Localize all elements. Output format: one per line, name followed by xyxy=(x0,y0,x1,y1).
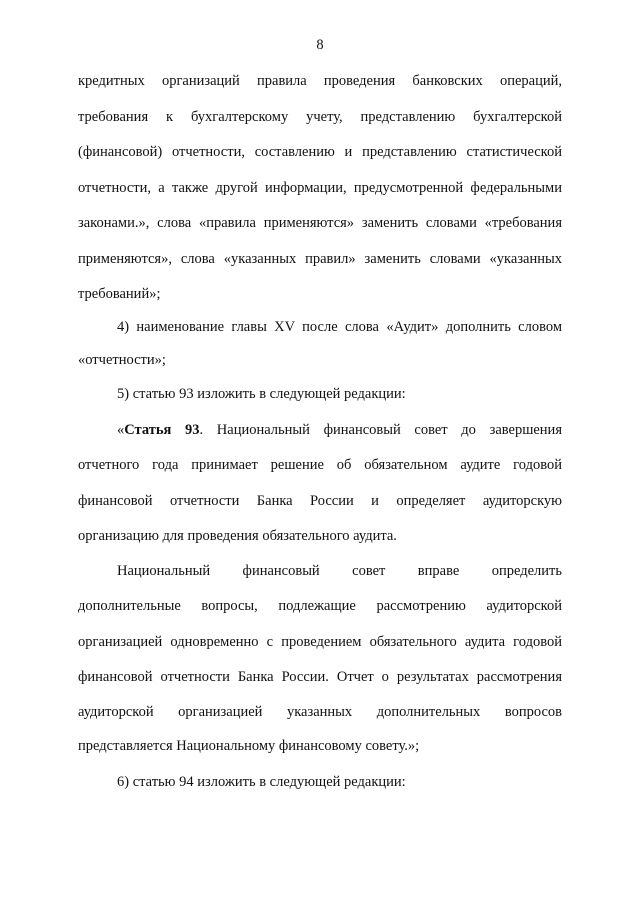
text-line: финансовой отчетности Банка России. Отчет о результатах рассмотрения xyxy=(78,669,562,685)
text-line: законами.», слова «правила применяются» заменить словами «требования xyxy=(78,215,562,231)
text-line: организацией одновременно с проведением обязательного аудита годовой xyxy=(78,634,562,650)
text-line: требований»; xyxy=(78,286,161,302)
text-line: аудиторской организацией указанных дополнительных вопросов xyxy=(78,704,562,720)
text-line: отчетности, а также другой информации, предусмотренной федеральными xyxy=(78,180,562,196)
article-title: Статья 93 xyxy=(124,422,200,438)
text-line: организацию для проведения обязательного аудита. xyxy=(78,528,397,544)
text-line: дополнительные вопросы, подлежащие рассмотрению аудиторской xyxy=(78,598,562,614)
text-line: Национальный финансовый совет вправе определить xyxy=(117,563,562,579)
quote-open: « xyxy=(117,422,125,438)
text-line: финансовой отчетности Банка России и определяет аудиторскую xyxy=(78,493,562,509)
text-line: 4) наименование главы XV после слова «Аудит» дополнить словом xyxy=(117,319,562,335)
text-line: (финансовой) отчетности, составлению и представлению статистической xyxy=(78,144,562,160)
text-line: применяются», слова «указанных правил» заменить словами «указанных xyxy=(78,251,562,267)
text-line: «отчетности»; xyxy=(78,352,166,368)
text-line: требования к бухгалтерскому учету, представлению бухгалтерской xyxy=(78,109,562,125)
page-number: 8 xyxy=(316,37,324,53)
text-line: 5) статью 93 изложить в следующей редакции: xyxy=(117,386,406,402)
text-line: 6) статью 94 изложить в следующей редакции: xyxy=(117,774,406,790)
text-line: представляется Национальному финансовому совету.»; xyxy=(78,738,420,754)
article-heading-line xyxy=(117,420,562,440)
article-heading-text: . Национальный финансовый совет до завершения xyxy=(199,422,562,438)
text-line: отчетного года принимает решение об обязательном аудите годовой xyxy=(78,457,562,473)
text-line: кредитных организаций правила проведения банковских операций, xyxy=(78,73,562,89)
